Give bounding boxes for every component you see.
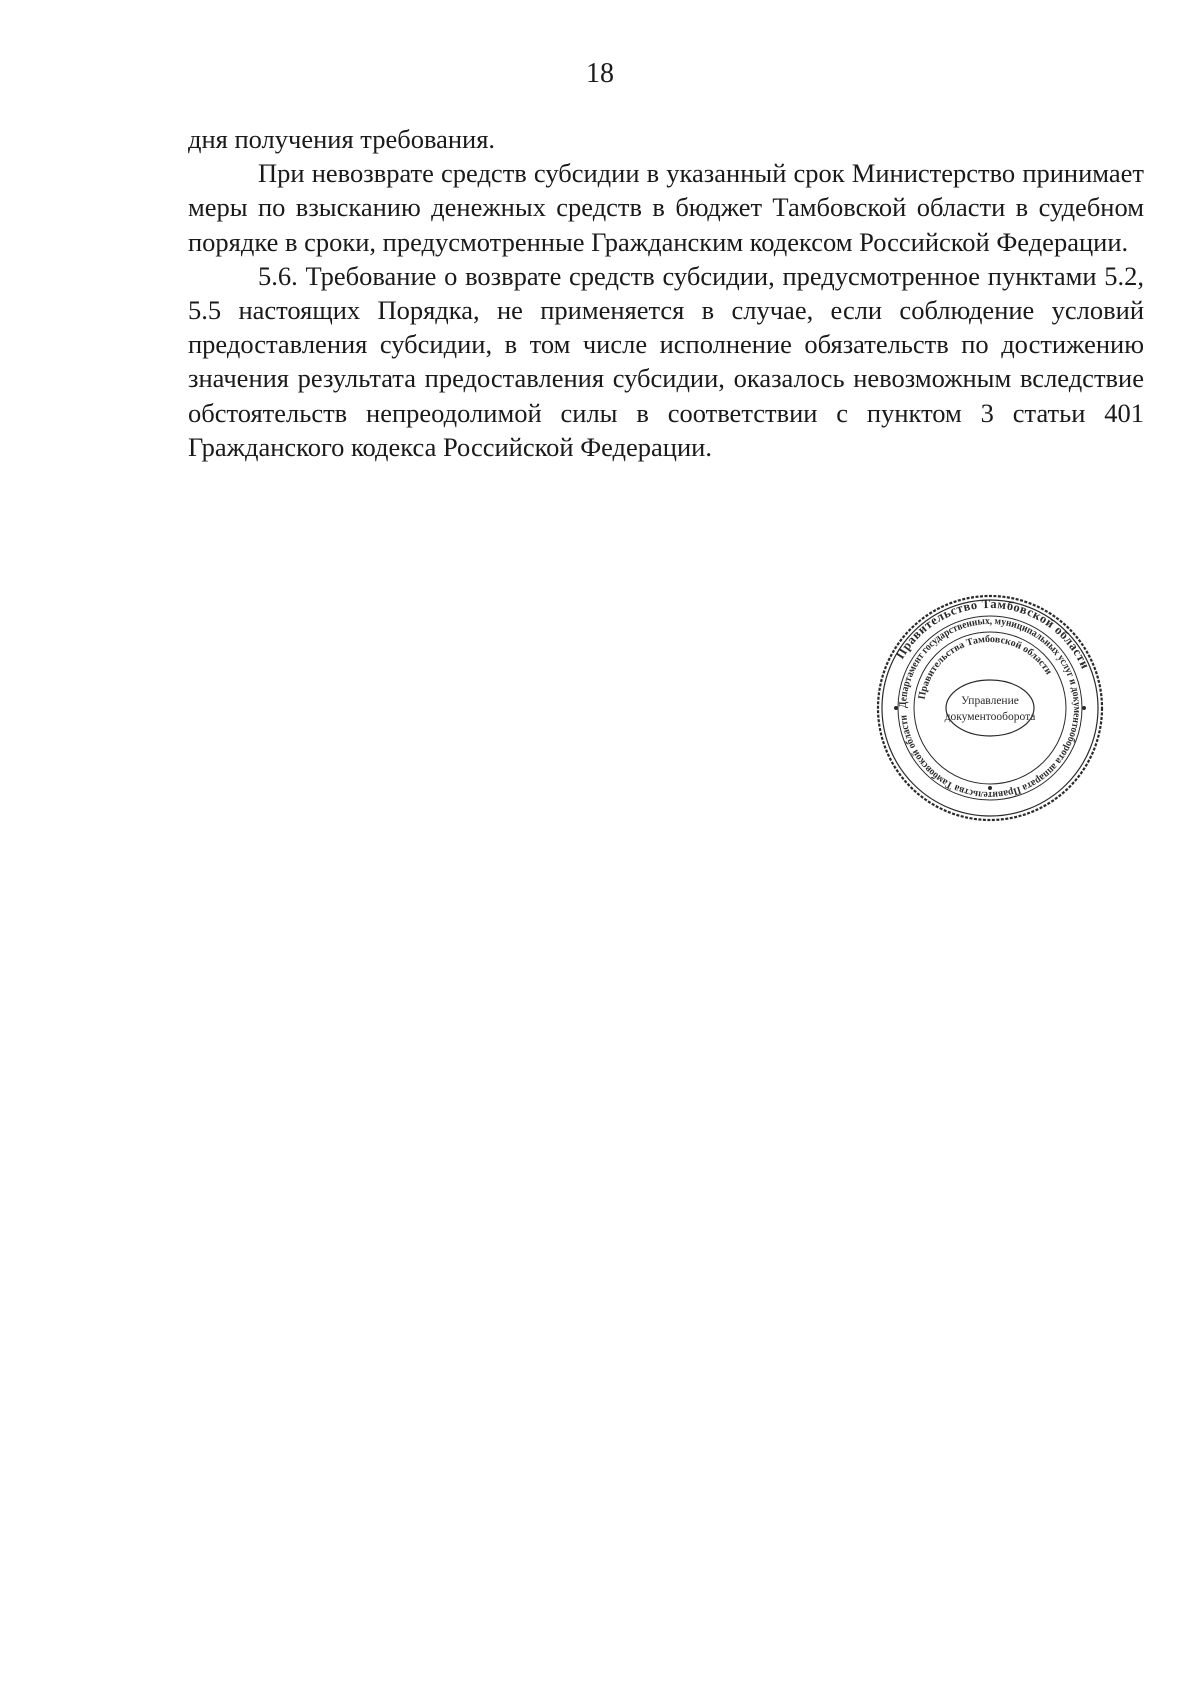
page-number: 18	[586, 58, 614, 89]
seal-icon	[874, 592, 1106, 824]
paragraph-continuation: дня получения требования.	[188, 124, 496, 154]
seal-center-line-2: документооборота	[944, 711, 1036, 723]
seal-center-line-1: Управление	[961, 695, 1019, 707]
document-body	[188, 122, 1144, 464]
seal-inner-text: Правительства Тамбовской области	[916, 633, 1055, 701]
seal-star-right	[1082, 706, 1086, 710]
seal-star-bottom	[988, 786, 992, 790]
seal-outer-text: Правительство Тамбовской области	[892, 596, 1093, 672]
official-seal	[874, 592, 1106, 824]
seal-star-left	[894, 706, 898, 710]
paragraph-refund-enforcement: При невозврате средств субсидии в указанный срок Министерство принимает меры по взысканию денежных средств в бюджет Тамбовской области в судебном порядке в сроки, предусмотренные Гражданским кодексом Российской Федерации.	[188, 158, 1144, 257]
seal-middle-text: Департамент государственных, муниципальных услуг и документооборота аппарата Правительства Тамбовской области	[897, 615, 1083, 801]
paragraph-force-majeure: 5.6. Требование о возврате средств субсидии, предусмотренное пунктами 5.2, 5.5 настоящих Порядка, не применяется в случае, если соблюдение условий предоставления субсидии, в том числе исполнение обязательств по достижению значения результата предоставления субсидии, оказалось невозможным вследствие обстоятельств непреодолимой силы в соответствии с пунктом 3 статьи 401 Гражданского кодекса Российской Федерации.	[188, 260, 1144, 462]
